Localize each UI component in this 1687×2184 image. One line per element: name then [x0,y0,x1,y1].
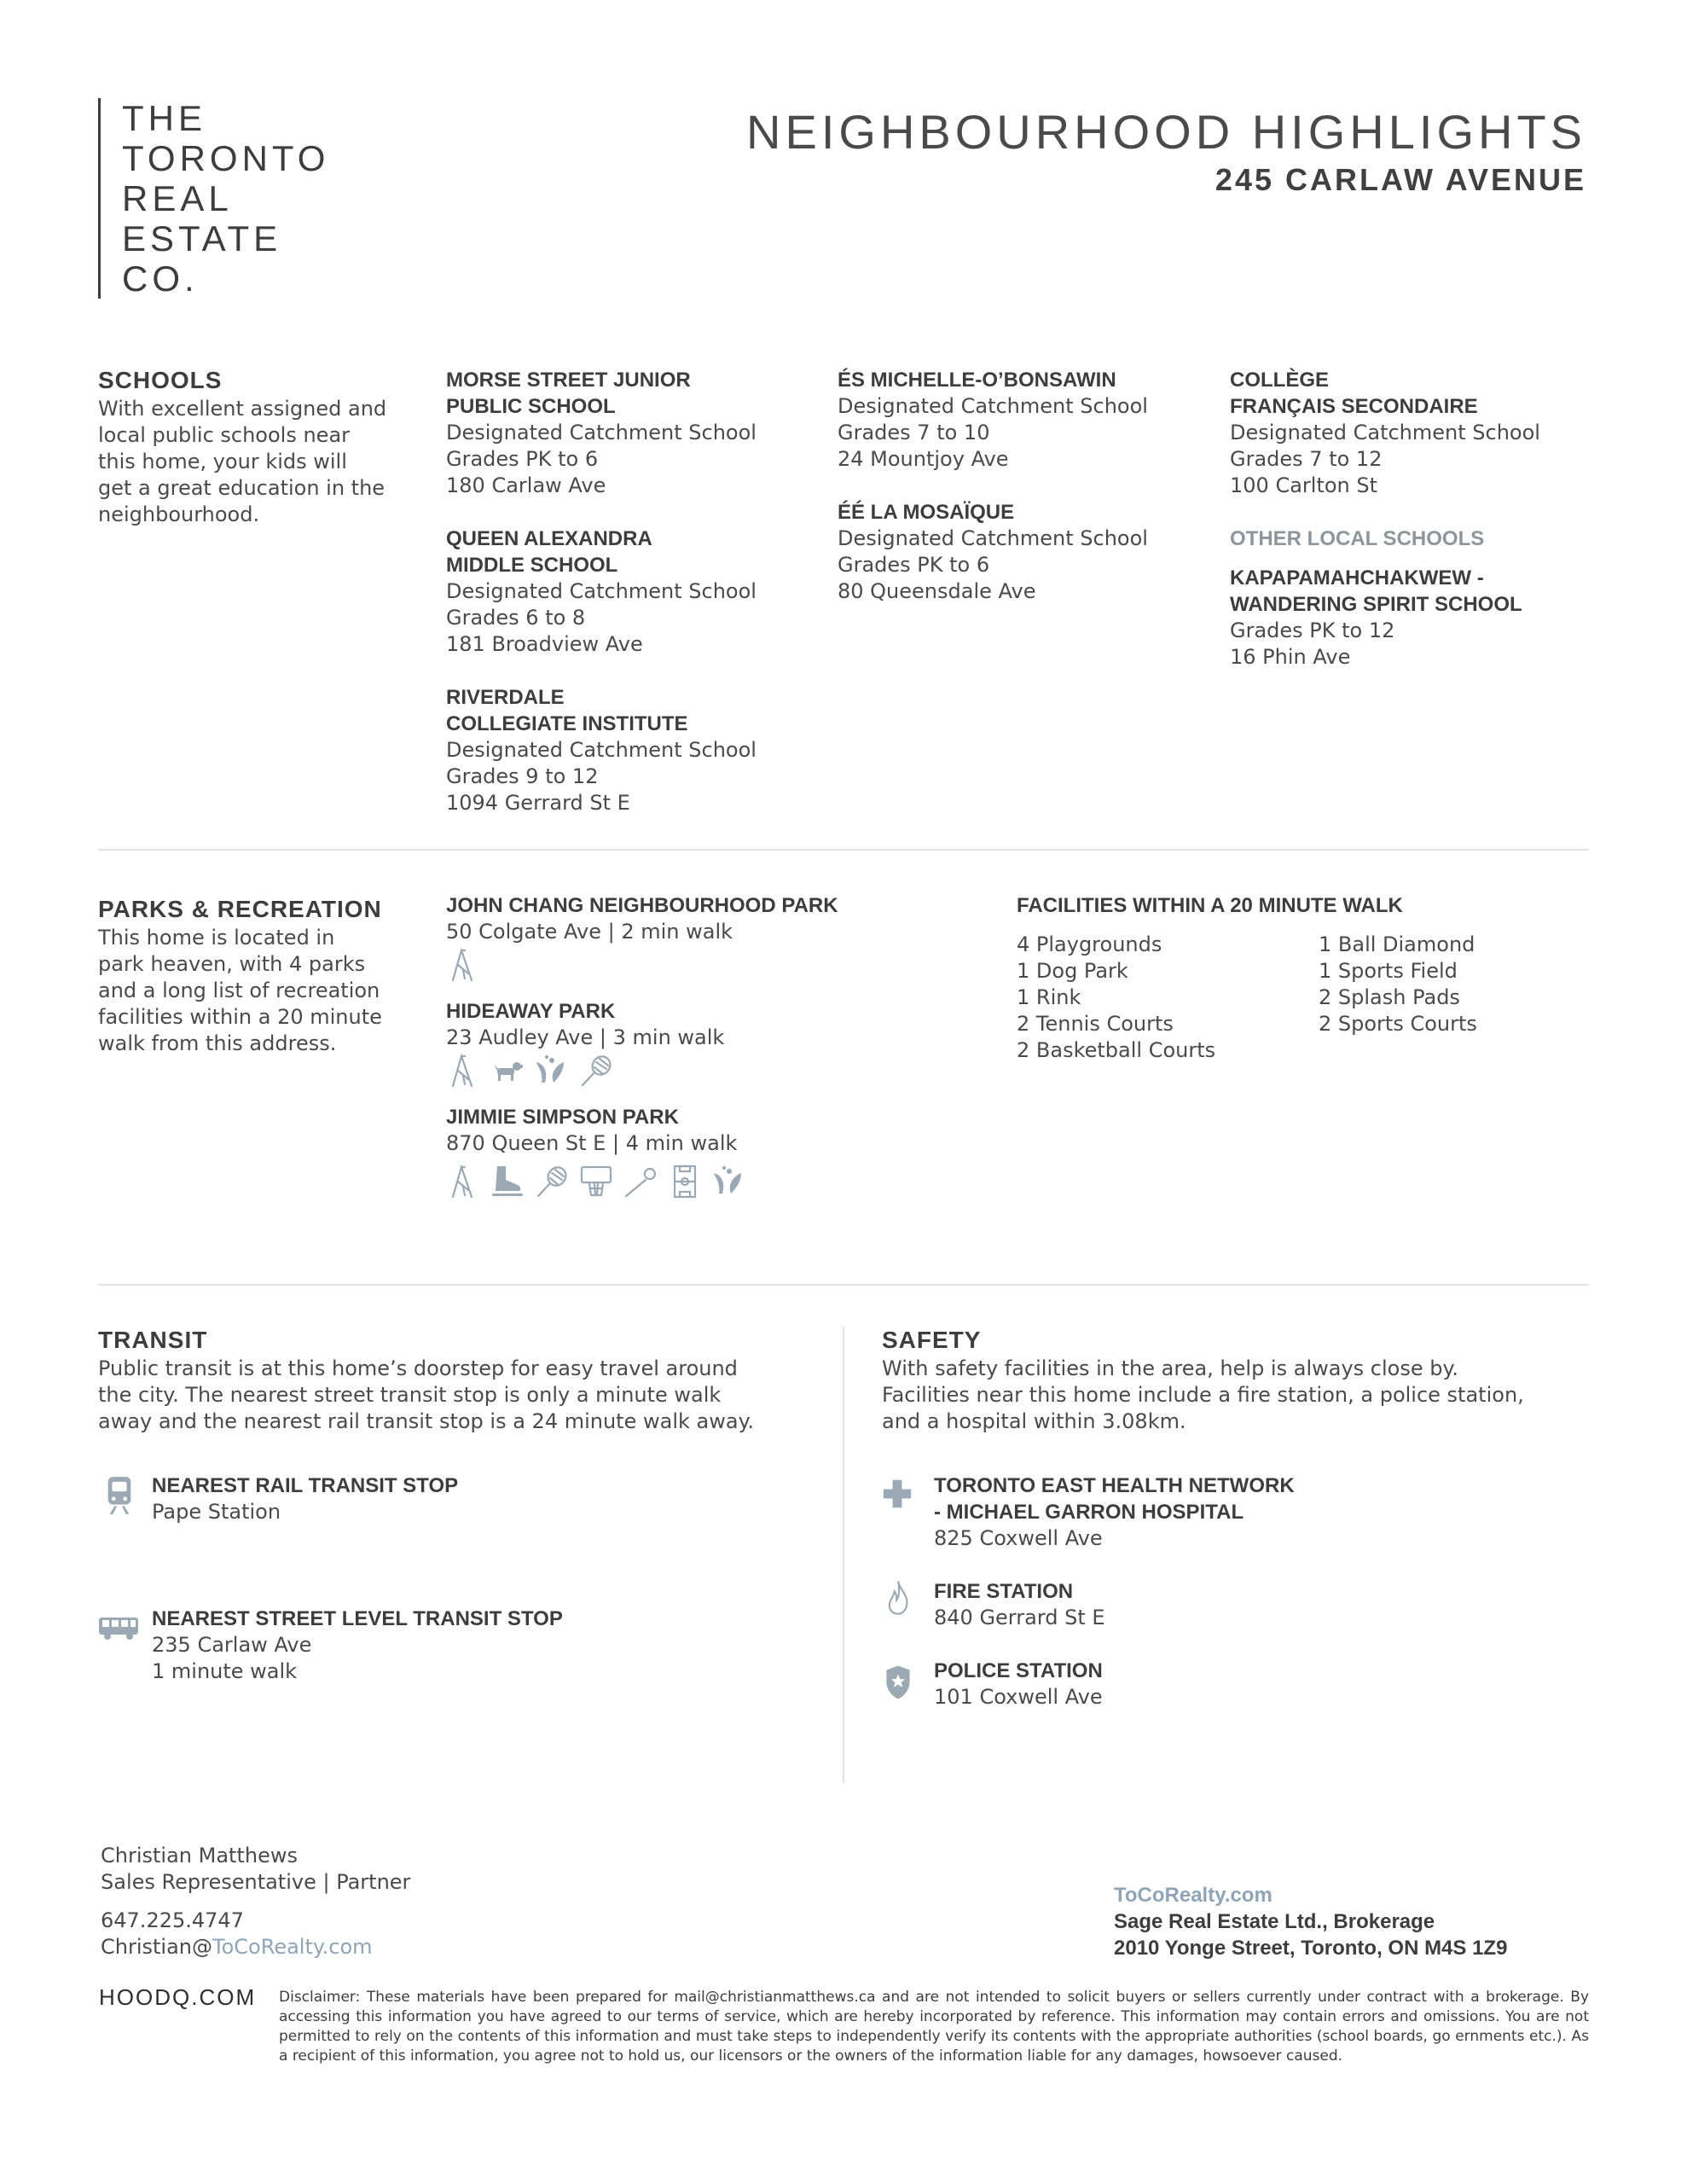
police-shield-icon [884,1664,913,1705]
school-address: 1094 Gerrard St E [446,791,630,815]
schools-section [98,367,386,528]
school-name: FRANÇAIS SECONDAIRE [1230,395,1478,418]
company-logo [98,98,329,299]
agent-email[interactable] [101,1934,410,1960]
logo-line: REAL [122,178,233,218]
school-grades: Grades 7 to 12 [1230,447,1383,471]
ball-diamond-icon [623,1165,658,1199]
description-line: get a great education in the [98,476,386,500]
train-icon [103,1474,136,1520]
tennis-icon [535,1165,569,1199]
school-item [1230,367,1540,499]
rail-stop [152,1472,458,1525]
playground-icon [446,1054,480,1088]
school-item [446,367,757,499]
logo-line: THE [122,98,206,138]
description-line: local public schools near [98,423,351,447]
school-type: Designated Catchment School [446,579,757,603]
transit-description [98,1356,754,1435]
school-grades: Grades 7 to 10 [838,421,990,444]
school-name: WANDERING SPIRIT SCHOOL [1230,593,1522,616]
hoodq-brand: HOODQ.COM [99,1984,257,2010]
school-type: Designated Catchment School [838,526,1148,550]
park-item [446,998,724,1090]
school-address: 180 Carlaw Ave [446,473,606,497]
basketball-icon [579,1165,613,1199]
school-grades: Grades 6 to 8 [446,606,586,630]
brokerage-address: 2010 Yonge Street, Toronto, ON M4S 1Z9 [1114,1937,1508,1960]
school-grades: Grades PK to 6 [446,447,599,471]
park-details: 23 Audley Ave | 3 min walk [446,1025,725,1049]
brokerage-info [1114,1882,1507,1961]
school-grades: Grades PK to 12 [1230,619,1395,642]
fire-icon [884,1579,913,1620]
school-name: COLLÈGE [1230,369,1330,392]
transit-heading: TRANSIT [98,1327,208,1353]
description-line: this home, your kids will [98,450,347,473]
police-station-address: 101 Coxwell Ave [934,1685,1103,1709]
facility-item: 4 Playgrounds [1017,932,1162,956]
logo-line: ESTATE [122,218,282,258]
school-address: 100 Carlton St [1230,473,1378,497]
facility-item: 1 Rink [1017,985,1081,1009]
description-line: Public transit is at this home’s doorstep for easy travel around [98,1356,738,1380]
park-details: 50 Colgate Ave | 2 min walk [446,920,733,944]
description-line: facilities within a 20 minute [98,1005,382,1029]
parks-description [98,925,382,1057]
school-type: Designated Catchment School [838,394,1148,418]
fire-station-address: 840 Gerrard St E [934,1606,1105,1629]
park-details: 870 Queen St E | 4 min walk [446,1131,738,1155]
section-divider [98,1284,1589,1286]
brokerage-name: Sage Real Estate Ltd., Brokerage [1114,1910,1435,1933]
facility-item: 2 Basketball Courts [1017,1038,1216,1062]
safety-description [882,1356,1524,1435]
facility-item: 2 Sports Courts [1319,1012,1477,1036]
description-line: Facilities near this home include a fire station, a police station, [882,1383,1524,1407]
school-name: ÉS MICHELLE-O’BONSAWIN [838,369,1116,392]
park-item [446,892,838,985]
police-station-item [934,1658,1103,1711]
hospital-item [934,1472,1295,1552]
logo-line: TORONTO [122,138,330,178]
school-name: QUEEN ALEXANDRA [446,527,652,550]
park-name: JOHN CHANG NEIGHBOURHOOD PARK [446,894,838,917]
school-type: Designated Catchment School [446,738,757,762]
sports-field-icon [668,1165,702,1199]
school-item [446,684,757,816]
brokerage-website-link[interactable]: ToCoRealty.com [1114,1884,1272,1907]
facility-item: 2 Tennis Courts [1017,1012,1174,1036]
description-line: walk from this address. [98,1031,337,1055]
description-line: park heaven, with 4 parks [98,952,366,976]
safety-heading: SAFETY [882,1327,982,1353]
splash-pad-icon [535,1054,569,1088]
facilities-list [1319,932,1477,1037]
bus-icon [97,1611,140,1648]
school-type: Designated Catchment School [446,421,757,444]
description-line: away and the nearest rail transit stop is a 24 minute walk away. [98,1409,754,1433]
park-facility-icons [446,1162,746,1201]
facility-item: 2 Splash Pads [1319,985,1460,1009]
logo-line: CO. [122,258,199,299]
fire-station-title: FIRE STATION [934,1580,1074,1603]
school-item [1230,565,1522,671]
description-line: This home is located in [98,926,335,950]
school-grades: Grades 9 to 12 [446,764,599,788]
school-type: Designated Catchment School [1230,421,1540,444]
park-facility-icons [446,945,838,985]
description-line: and a hospital within 3.08km. [882,1409,1186,1433]
description-line: neighbourhood. [98,502,260,526]
school-name: MIDDLE SCHOOL [446,554,618,577]
rail-stop-title: NEAREST RAIL TRANSIT STOP [152,1474,459,1497]
school-name: PUBLIC SCHOOL [446,395,616,418]
description-line: With excellent assigned and [98,397,387,421]
school-item [838,367,1148,473]
school-item [838,499,1148,605]
facilities-list [1017,932,1215,1064]
playground-icon [446,948,480,982]
facilities-heading: FACILITIES WITHIN A 20 MINUTE WALK [1017,894,1403,917]
safety-section [882,1327,1524,1435]
description-line: With safety facilities in the area, help is always close by. [882,1356,1458,1380]
hospital-icon [882,1478,913,1513]
school-address: 24 Mountjoy Ave [838,447,1009,471]
description-line: and a long list of recreation [98,979,380,1002]
school-address: 181 Broadview Ave [446,632,643,656]
street-stop-address: 235 Carlaw Ave [152,1633,312,1657]
hospital-name: TORONTO EAST HEALTH NETWORK [934,1474,1295,1497]
parks-section [98,896,382,1057]
street-stop [152,1606,563,1685]
schools-heading: SCHOOLS [98,367,223,393]
agent-phone[interactable]: 647.225.4747 [101,1908,244,1932]
dog-park-icon [490,1054,525,1088]
school-grades: Grades PK to 6 [838,553,990,577]
street-stop-title: NEAREST STREET LEVEL TRANSIT STOP [152,1607,563,1630]
school-name: MORSE STREET JUNIOR [446,369,691,392]
park-facility-icons [446,1051,724,1090]
police-station-title: POLICE STATION [934,1659,1103,1682]
disclaimer-text: Disclaimer: These materials have been prepared for mail@christianmatthews.ca and are not intended to solicit buyers or sellers currently under contract with a brokerage. By accessing this information you have agreed to our terms of service, which are hereby incorporated by reference. This information may contain errors and omissions. You are not permitted to rely on the contents of this information and must take steps to independently verify its contents with the appropriate authorities (school boards, go ernments etc.). As a recipient of this information, you agree not to hold us, our licensors or the owners of the information liable for any damages, howsoever caused. [279,1989,1589,2065]
transit-section [98,1327,754,1435]
agent-info [101,1843,410,1960]
park-name: JIMMIE SIMPSON PARK [446,1106,679,1129]
property-address: 245 CARLAW AVENUE [1215,162,1586,197]
hospital-name: - MICHAEL GARRON HOSPITAL [934,1501,1244,1524]
facility-item: 1 Sports Field [1319,959,1458,983]
parks-heading: PARKS & RECREATION [98,896,382,922]
school-name: RIVERDALE [446,686,565,709]
email-domain: ToCoRealty.com [212,1935,373,1959]
tennis-icon [579,1054,613,1088]
description-line: the city. The nearest street transit stop is only a minute walk [98,1383,722,1407]
park-name: HIDEAWAY PARK [446,1000,616,1023]
section-divider [98,849,1589,851]
column-divider [843,1327,844,1783]
fire-station-item [934,1578,1105,1631]
other-schools-heading: OTHER LOCAL SCHOOLS [1230,527,1485,550]
park-item [446,1104,746,1201]
facility-item: 1 Ball Diamond [1319,932,1475,956]
schools-description [98,396,386,528]
school-name: KAPAPAMAHCHAKWEW - [1230,566,1484,590]
street-stop-walk: 1 minute walk [152,1659,298,1683]
agent-name: Christian Matthews [101,1844,298,1867]
skate-icon [490,1165,525,1199]
school-name: ÉÉ LA MOSAÏQUE [838,501,1015,524]
rail-stop-name: Pape Station [152,1500,281,1524]
page-title: NEIGHBOURHOOD HIGHLIGHTS [746,105,1586,159]
playground-icon [446,1165,480,1199]
email-user: Christian@ [101,1935,213,1959]
school-item [446,526,757,658]
school-name: COLLEGIATE INSTITUTE [446,712,688,735]
school-address: 16 Phin Ave [1230,645,1351,669]
agent-role: Sales Representative | Partner [101,1870,411,1894]
facility-item: 1 Dog Park [1017,959,1128,983]
school-address: 80 Queensdale Ave [838,579,1036,603]
splash-pad-icon [712,1165,746,1199]
hospital-address: 825 Coxwell Ave [934,1526,1103,1550]
